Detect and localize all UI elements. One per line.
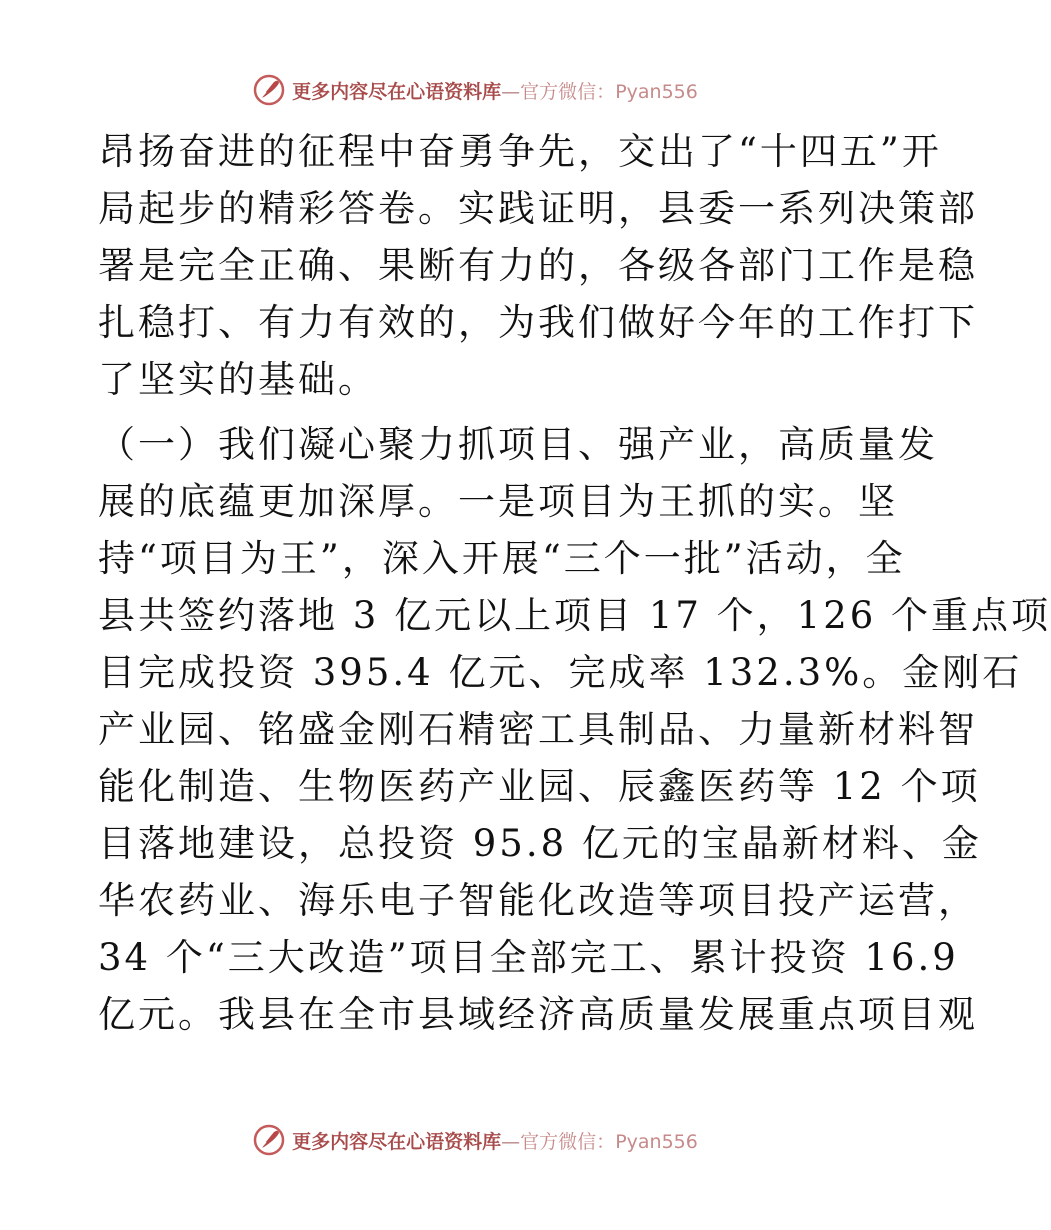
watermark-brand: 更多内容尽在心语资料库 [292, 1130, 502, 1153]
watermark-text [292, 77, 698, 104]
text-line: 亿元。我县在全市县域经济高质量发展重点项目观 [98, 993, 978, 1036]
footer-watermark [0, 1120, 950, 1160]
text-line: （一）我们凝心聚力抓项目、强产业，高质量发 [98, 423, 938, 466]
text-line: 署是完全正确、果断有力的，各级各部门工作是稳 [98, 244, 978, 287]
text-line: 能化制造、生物医药产业园、辰鑫医药等 12 个项 [98, 765, 981, 808]
quill-logo-icon [252, 73, 286, 107]
text-line: 县共签约落地 3 亿元以上项目 17 个，126 个重点项 [98, 594, 1051, 637]
watermark-brand: 更多内容尽在心语资料库 [292, 80, 502, 103]
document-body [98, 123, 1051, 1043]
watermark-wechat-id: Pyan556 [615, 80, 698, 103]
paragraph-2 [98, 416, 1051, 1043]
text-line: 华农药业、海乐电子智能化改造等项目投产运营， [98, 879, 978, 922]
watermark-wechat-id: Pyan556 [615, 1130, 698, 1153]
text-line: 昂扬奋进的征程中奋勇争先，交出了“十四五”开 [98, 130, 942, 173]
watermark-text [292, 1127, 698, 1154]
text-line: 展的底蕴更加深厚。一是项目为王抓的实。坚 [98, 480, 898, 523]
text-line: 了坚实的基础。 [98, 358, 378, 401]
text-line: 局起步的精彩答卷。实践证明，县委一系列决策部 [98, 187, 978, 230]
text-line: 目落地建设，总投资 95.8 亿元的宝晶新材料、金 [98, 822, 982, 865]
text-line: 产业园、铭盛金刚石精密工具制品、力量新材料智 [98, 708, 978, 751]
text-line: 扎稳打、有力有效的，为我们做好今年的工作打下 [98, 301, 978, 344]
quill-logo-icon [252, 1123, 286, 1157]
watermark-group [252, 73, 698, 107]
watermark-separator: — [501, 80, 521, 103]
watermark-wechat-label: 官方微信： [520, 80, 616, 103]
watermark-wechat-label: 官方微信： [520, 1130, 616, 1153]
paragraph-1 [98, 123, 978, 408]
text-line: 34 个“三大改造”项目全部完工、累计投资 16.9 [98, 936, 959, 979]
watermark-group [252, 1123, 698, 1157]
header-watermark [0, 70, 950, 110]
text-line: 目完成投资 395.4 亿元、完成率 132.3%。金刚石 [98, 651, 1023, 694]
text-line: 持“项目为王”，深入开展“三个一批”活动，全 [98, 537, 906, 580]
paragraph-gap [98, 408, 858, 416]
watermark-separator: — [501, 1130, 521, 1153]
